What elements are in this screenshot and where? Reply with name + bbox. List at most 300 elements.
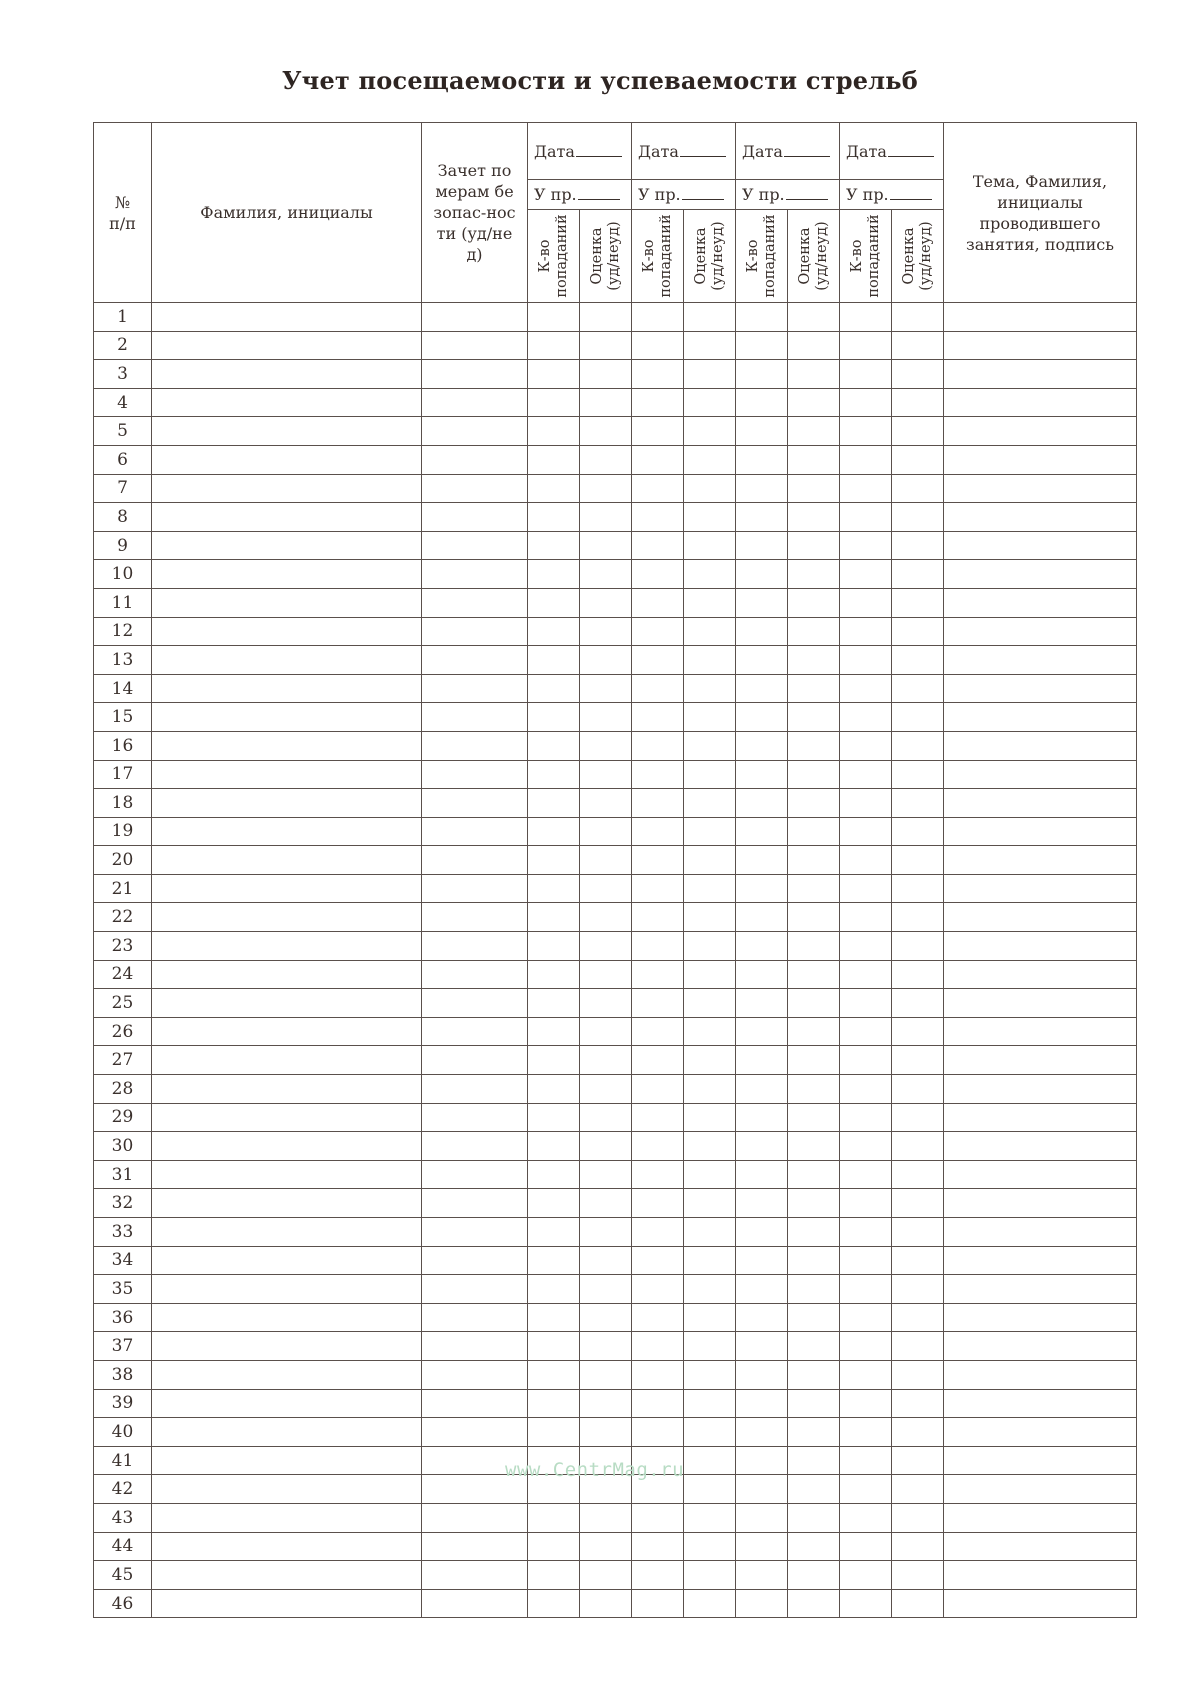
- grade-cell[interactable]: [892, 789, 944, 818]
- grade-cell[interactable]: [788, 703, 840, 732]
- hits-cell[interactable]: [528, 445, 580, 474]
- hits-cell[interactable]: [528, 474, 580, 503]
- hits-cell[interactable]: [840, 646, 892, 675]
- hits-cell[interactable]: [840, 874, 892, 903]
- grade-cell[interactable]: [684, 1246, 736, 1275]
- safety-cell[interactable]: [422, 1160, 528, 1189]
- hits-cell[interactable]: [632, 1532, 684, 1561]
- grade-cell[interactable]: [684, 1075, 736, 1104]
- hits-cell[interactable]: [528, 303, 580, 332]
- grade-cell[interactable]: [892, 1446, 944, 1475]
- grade-cell[interactable]: [892, 1303, 944, 1332]
- hits-cell[interactable]: [736, 1303, 788, 1332]
- grade-cell[interactable]: [684, 1418, 736, 1447]
- hits-cell[interactable]: [632, 903, 684, 932]
- grade-cell[interactable]: [684, 1360, 736, 1389]
- safety-cell[interactable]: [422, 388, 528, 417]
- hits-cell[interactable]: [736, 1589, 788, 1618]
- hits-cell[interactable]: [528, 731, 580, 760]
- grade-cell[interactable]: [892, 874, 944, 903]
- hits-cell[interactable]: [528, 503, 580, 532]
- hits-cell[interactable]: [840, 503, 892, 532]
- hits-cell[interactable]: [528, 903, 580, 932]
- hits-cell[interactable]: [736, 560, 788, 589]
- header-exercise-2[interactable]: [632, 180, 736, 210]
- topic-cell[interactable]: [944, 474, 1137, 503]
- hits-cell[interactable]: [632, 1189, 684, 1218]
- grade-cell[interactable]: [892, 1275, 944, 1304]
- topic-cell[interactable]: [944, 731, 1137, 760]
- grade-cell[interactable]: [580, 1389, 632, 1418]
- name-cell[interactable]: [152, 388, 422, 417]
- hits-cell[interactable]: [632, 674, 684, 703]
- grade-cell[interactable]: [580, 1532, 632, 1561]
- hits-cell[interactable]: [840, 731, 892, 760]
- hits-cell[interactable]: [632, 1303, 684, 1332]
- name-cell[interactable]: [152, 331, 422, 360]
- hits-cell[interactable]: [840, 1389, 892, 1418]
- grade-cell[interactable]: [788, 903, 840, 932]
- hits-cell[interactable]: [632, 474, 684, 503]
- grade-cell[interactable]: [684, 474, 736, 503]
- hits-cell[interactable]: [528, 1303, 580, 1332]
- hits-cell[interactable]: [632, 874, 684, 903]
- name-cell[interactable]: [152, 989, 422, 1018]
- safety-cell[interactable]: [422, 1017, 528, 1046]
- grade-cell[interactable]: [892, 960, 944, 989]
- grade-cell[interactable]: [684, 1160, 736, 1189]
- grade-cell[interactable]: [684, 1475, 736, 1504]
- grade-cell[interactable]: [892, 1475, 944, 1504]
- topic-cell[interactable]: [944, 1561, 1137, 1590]
- safety-cell[interactable]: [422, 960, 528, 989]
- grade-cell[interactable]: [580, 1075, 632, 1104]
- grade-cell[interactable]: [892, 417, 944, 446]
- grade-cell[interactable]: [580, 474, 632, 503]
- topic-cell[interactable]: [944, 503, 1137, 532]
- name-cell[interactable]: [152, 960, 422, 989]
- hits-cell[interactable]: [840, 417, 892, 446]
- name-cell[interactable]: [152, 1503, 422, 1532]
- name-cell[interactable]: [152, 932, 422, 961]
- name-cell[interactable]: [152, 1303, 422, 1332]
- hits-cell[interactable]: [736, 303, 788, 332]
- hits-cell[interactable]: [736, 1103, 788, 1132]
- hits-cell[interactable]: [736, 731, 788, 760]
- grade-cell[interactable]: [684, 960, 736, 989]
- safety-cell[interactable]: [422, 1218, 528, 1247]
- safety-cell[interactable]: [422, 731, 528, 760]
- name-cell[interactable]: [152, 874, 422, 903]
- hits-cell[interactable]: [528, 1017, 580, 1046]
- grade-cell[interactable]: [580, 331, 632, 360]
- grade-cell[interactable]: [684, 646, 736, 675]
- hits-cell[interactable]: [736, 1160, 788, 1189]
- safety-cell[interactable]: [422, 1503, 528, 1532]
- grade-cell[interactable]: [684, 846, 736, 875]
- name-cell[interactable]: [152, 1103, 422, 1132]
- topic-cell[interactable]: [944, 1275, 1137, 1304]
- hits-cell[interactable]: [632, 360, 684, 389]
- grade-cell[interactable]: [892, 1360, 944, 1389]
- hits-cell[interactable]: [736, 1532, 788, 1561]
- topic-cell[interactable]: [944, 1189, 1137, 1218]
- grade-cell[interactable]: [788, 474, 840, 503]
- safety-cell[interactable]: [422, 874, 528, 903]
- grade-cell[interactable]: [684, 588, 736, 617]
- grade-cell[interactable]: [788, 1332, 840, 1361]
- grade-cell[interactable]: [892, 731, 944, 760]
- topic-cell[interactable]: [944, 1132, 1137, 1161]
- hits-cell[interactable]: [840, 932, 892, 961]
- topic-cell[interactable]: [944, 360, 1137, 389]
- grade-cell[interactable]: [580, 703, 632, 732]
- safety-cell[interactable]: [422, 474, 528, 503]
- header-date-1[interactable]: [528, 123, 632, 180]
- hits-cell[interactable]: [840, 960, 892, 989]
- topic-cell[interactable]: [944, 760, 1137, 789]
- name-cell[interactable]: [152, 1389, 422, 1418]
- hits-cell[interactable]: [528, 674, 580, 703]
- grade-cell[interactable]: [580, 846, 632, 875]
- name-cell[interactable]: [152, 1046, 422, 1075]
- grade-cell[interactable]: [788, 731, 840, 760]
- hits-cell[interactable]: [840, 1103, 892, 1132]
- grade-cell[interactable]: [684, 1532, 736, 1561]
- hits-cell[interactable]: [632, 1360, 684, 1389]
- hits-cell[interactable]: [840, 1532, 892, 1561]
- topic-cell[interactable]: [944, 646, 1137, 675]
- hits-cell[interactable]: [528, 1046, 580, 1075]
- hits-cell[interactable]: [632, 417, 684, 446]
- grade-cell[interactable]: [684, 1589, 736, 1618]
- hits-cell[interactable]: [840, 1360, 892, 1389]
- grade-cell[interactable]: [580, 1132, 632, 1161]
- hits-cell[interactable]: [528, 1189, 580, 1218]
- grade-cell[interactable]: [788, 1017, 840, 1046]
- topic-cell[interactable]: [944, 1103, 1137, 1132]
- topic-cell[interactable]: [944, 932, 1137, 961]
- hits-cell[interactable]: [736, 1075, 788, 1104]
- name-cell[interactable]: [152, 360, 422, 389]
- grade-cell[interactable]: [580, 789, 632, 818]
- grade-cell[interactable]: [788, 1303, 840, 1332]
- topic-cell[interactable]: [944, 1389, 1137, 1418]
- grade-cell[interactable]: [788, 1275, 840, 1304]
- grade-cell[interactable]: [684, 674, 736, 703]
- header-exercise-4[interactable]: [840, 180, 944, 210]
- name-cell[interactable]: [152, 588, 422, 617]
- hits-cell[interactable]: [840, 1189, 892, 1218]
- name-cell[interactable]: [152, 646, 422, 675]
- name-cell[interactable]: [152, 1132, 422, 1161]
- hits-cell[interactable]: [632, 531, 684, 560]
- safety-cell[interactable]: [422, 760, 528, 789]
- hits-cell[interactable]: [736, 360, 788, 389]
- grade-cell[interactable]: [580, 874, 632, 903]
- grade-cell[interactable]: [788, 1589, 840, 1618]
- grade-cell[interactable]: [788, 303, 840, 332]
- grade-cell[interactable]: [580, 1189, 632, 1218]
- grade-cell[interactable]: [684, 1389, 736, 1418]
- grade-cell[interactable]: [892, 760, 944, 789]
- grade-cell[interactable]: [892, 1332, 944, 1361]
- hits-cell[interactable]: [736, 1046, 788, 1075]
- grade-cell[interactable]: [788, 1132, 840, 1161]
- grade-cell[interactable]: [892, 1189, 944, 1218]
- grade-cell[interactable]: [684, 789, 736, 818]
- hits-cell[interactable]: [840, 1446, 892, 1475]
- name-cell[interactable]: [152, 760, 422, 789]
- grade-cell[interactable]: [580, 303, 632, 332]
- grade-cell[interactable]: [684, 1303, 736, 1332]
- safety-cell[interactable]: [422, 903, 528, 932]
- hits-cell[interactable]: [840, 617, 892, 646]
- hits-cell[interactable]: [528, 1132, 580, 1161]
- hits-cell[interactable]: [736, 474, 788, 503]
- grade-cell[interactable]: [788, 874, 840, 903]
- hits-cell[interactable]: [528, 1389, 580, 1418]
- name-cell[interactable]: [152, 903, 422, 932]
- hits-cell[interactable]: [528, 588, 580, 617]
- hits-cell[interactable]: [632, 846, 684, 875]
- hits-cell[interactable]: [736, 1218, 788, 1247]
- hits-cell[interactable]: [840, 474, 892, 503]
- hits-cell[interactable]: [528, 1332, 580, 1361]
- grade-cell[interactable]: [788, 617, 840, 646]
- hits-cell[interactable]: [528, 531, 580, 560]
- grade-cell[interactable]: [892, 1132, 944, 1161]
- hits-cell[interactable]: [632, 560, 684, 589]
- grade-cell[interactable]: [684, 1332, 736, 1361]
- safety-cell[interactable]: [422, 703, 528, 732]
- grade-cell[interactable]: [788, 388, 840, 417]
- hits-cell[interactable]: [632, 1218, 684, 1247]
- grade-cell[interactable]: [580, 1160, 632, 1189]
- grade-cell[interactable]: [580, 932, 632, 961]
- grade-cell[interactable]: [684, 531, 736, 560]
- hits-cell[interactable]: [736, 1446, 788, 1475]
- grade-cell[interactable]: [684, 903, 736, 932]
- grade-cell[interactable]: [580, 731, 632, 760]
- name-cell[interactable]: [152, 731, 422, 760]
- grade-cell[interactable]: [788, 846, 840, 875]
- grade-cell[interactable]: [580, 617, 632, 646]
- hits-cell[interactable]: [528, 789, 580, 818]
- grade-cell[interactable]: [892, 1017, 944, 1046]
- hits-cell[interactable]: [840, 1332, 892, 1361]
- grade-cell[interactable]: [892, 1160, 944, 1189]
- grade-cell[interactable]: [892, 1589, 944, 1618]
- grade-cell[interactable]: [580, 646, 632, 675]
- grade-cell[interactable]: [684, 617, 736, 646]
- hits-cell[interactable]: [632, 817, 684, 846]
- topic-cell[interactable]: [944, 1475, 1137, 1504]
- hits-cell[interactable]: [632, 1418, 684, 1447]
- hits-cell[interactable]: [632, 789, 684, 818]
- grade-cell[interactable]: [684, 989, 736, 1018]
- name-cell[interactable]: [152, 1561, 422, 1590]
- grade-cell[interactable]: [892, 646, 944, 675]
- grade-cell[interactable]: [788, 1561, 840, 1590]
- hits-cell[interactable]: [632, 760, 684, 789]
- grade-cell[interactable]: [684, 760, 736, 789]
- topic-cell[interactable]: [944, 445, 1137, 474]
- grade-cell[interactable]: [684, 932, 736, 961]
- grade-cell[interactable]: [788, 1446, 840, 1475]
- grade-cell[interactable]: [580, 560, 632, 589]
- grade-cell[interactable]: [580, 360, 632, 389]
- topic-cell[interactable]: [944, 874, 1137, 903]
- grade-cell[interactable]: [580, 1275, 632, 1304]
- safety-cell[interactable]: [422, 817, 528, 846]
- hits-cell[interactable]: [528, 646, 580, 675]
- header-date-4[interactable]: [840, 123, 944, 180]
- grade-cell[interactable]: [684, 1503, 736, 1532]
- safety-cell[interactable]: [422, 445, 528, 474]
- name-cell[interactable]: [152, 560, 422, 589]
- grade-cell[interactable]: [580, 674, 632, 703]
- hits-cell[interactable]: [736, 445, 788, 474]
- grade-cell[interactable]: [580, 903, 632, 932]
- grade-cell[interactable]: [788, 1046, 840, 1075]
- hits-cell[interactable]: [632, 617, 684, 646]
- grade-cell[interactable]: [892, 1561, 944, 1590]
- hits-cell[interactable]: [840, 1418, 892, 1447]
- hits-cell[interactable]: [736, 1360, 788, 1389]
- hits-cell[interactable]: [528, 388, 580, 417]
- grade-cell[interactable]: [580, 503, 632, 532]
- hits-cell[interactable]: [736, 903, 788, 932]
- grade-cell[interactable]: [684, 560, 736, 589]
- name-cell[interactable]: [152, 817, 422, 846]
- grade-cell[interactable]: [892, 703, 944, 732]
- grade-cell[interactable]: [684, 1017, 736, 1046]
- grade-cell[interactable]: [892, 474, 944, 503]
- safety-cell[interactable]: [422, 617, 528, 646]
- grade-cell[interactable]: [892, 817, 944, 846]
- name-cell[interactable]: [152, 674, 422, 703]
- safety-cell[interactable]: [422, 1532, 528, 1561]
- grade-cell[interactable]: [892, 503, 944, 532]
- hits-cell[interactable]: [528, 960, 580, 989]
- topic-cell[interactable]: [944, 1360, 1137, 1389]
- name-cell[interactable]: [152, 1360, 422, 1389]
- hits-cell[interactable]: [840, 760, 892, 789]
- hits-cell[interactable]: [736, 874, 788, 903]
- grade-cell[interactable]: [788, 560, 840, 589]
- name-cell[interactable]: [152, 531, 422, 560]
- safety-cell[interactable]: [422, 1561, 528, 1590]
- hits-cell[interactable]: [840, 588, 892, 617]
- name-cell[interactable]: [152, 474, 422, 503]
- grade-cell[interactable]: [892, 1389, 944, 1418]
- hits-cell[interactable]: [736, 646, 788, 675]
- hits-cell[interactable]: [632, 1275, 684, 1304]
- grade-cell[interactable]: [580, 1303, 632, 1332]
- hits-cell[interactable]: [632, 1503, 684, 1532]
- grade-cell[interactable]: [892, 560, 944, 589]
- grade-cell[interactable]: [684, 1189, 736, 1218]
- grade-cell[interactable]: [580, 417, 632, 446]
- topic-cell[interactable]: [944, 417, 1137, 446]
- hits-cell[interactable]: [528, 874, 580, 903]
- hits-cell[interactable]: [528, 1418, 580, 1447]
- safety-cell[interactable]: [422, 674, 528, 703]
- topic-cell[interactable]: [944, 989, 1137, 1018]
- grade-cell[interactable]: [788, 1503, 840, 1532]
- topic-cell[interactable]: [944, 1075, 1137, 1104]
- grade-cell[interactable]: [788, 760, 840, 789]
- grade-cell[interactable]: [788, 1532, 840, 1561]
- hits-cell[interactable]: [840, 1132, 892, 1161]
- hits-cell[interactable]: [632, 703, 684, 732]
- hits-cell[interactable]: [840, 703, 892, 732]
- safety-cell[interactable]: [422, 1103, 528, 1132]
- name-cell[interactable]: [152, 1160, 422, 1189]
- hits-cell[interactable]: [736, 1275, 788, 1304]
- grade-cell[interactable]: [788, 1160, 840, 1189]
- hits-cell[interactable]: [736, 1503, 788, 1532]
- safety-cell[interactable]: [422, 417, 528, 446]
- grade-cell[interactable]: [580, 531, 632, 560]
- grade-cell[interactable]: [580, 1418, 632, 1447]
- topic-cell[interactable]: [944, 531, 1137, 560]
- grade-cell[interactable]: [580, 1589, 632, 1618]
- name-cell[interactable]: [152, 1246, 422, 1275]
- topic-cell[interactable]: [944, 303, 1137, 332]
- hits-cell[interactable]: [840, 560, 892, 589]
- hits-cell[interactable]: [632, 932, 684, 961]
- topic-cell[interactable]: [944, 1246, 1137, 1275]
- hits-cell[interactable]: [840, 1246, 892, 1275]
- header-exercise-3[interactable]: [736, 180, 840, 210]
- grade-cell[interactable]: [892, 674, 944, 703]
- grade-cell[interactable]: [788, 1103, 840, 1132]
- name-cell[interactable]: [152, 445, 422, 474]
- grade-cell[interactable]: [892, 360, 944, 389]
- name-cell[interactable]: [152, 1017, 422, 1046]
- grade-cell[interactable]: [788, 674, 840, 703]
- name-cell[interactable]: [152, 846, 422, 875]
- hits-cell[interactable]: [840, 1160, 892, 1189]
- safety-cell[interactable]: [422, 1246, 528, 1275]
- grade-cell[interactable]: [788, 360, 840, 389]
- hits-cell[interactable]: [736, 674, 788, 703]
- hits-cell[interactable]: [632, 989, 684, 1018]
- hits-cell[interactable]: [632, 503, 684, 532]
- hits-cell[interactable]: [528, 1561, 580, 1590]
- grade-cell[interactable]: [892, 617, 944, 646]
- name-cell[interactable]: [152, 503, 422, 532]
- hits-cell[interactable]: [528, 1275, 580, 1304]
- grade-cell[interactable]: [892, 989, 944, 1018]
- grade-cell[interactable]: [684, 703, 736, 732]
- hits-cell[interactable]: [736, 1246, 788, 1275]
- grade-cell[interactable]: [684, 331, 736, 360]
- grade-cell[interactable]: [684, 503, 736, 532]
- topic-cell[interactable]: [944, 789, 1137, 818]
- hits-cell[interactable]: [736, 1189, 788, 1218]
- hits-cell[interactable]: [632, 388, 684, 417]
- hits-cell[interactable]: [736, 846, 788, 875]
- hits-cell[interactable]: [632, 1103, 684, 1132]
- hits-cell[interactable]: [632, 1561, 684, 1590]
- grade-cell[interactable]: [788, 1418, 840, 1447]
- grade-cell[interactable]: [892, 1503, 944, 1532]
- name-cell[interactable]: [152, 417, 422, 446]
- topic-cell[interactable]: [944, 1046, 1137, 1075]
